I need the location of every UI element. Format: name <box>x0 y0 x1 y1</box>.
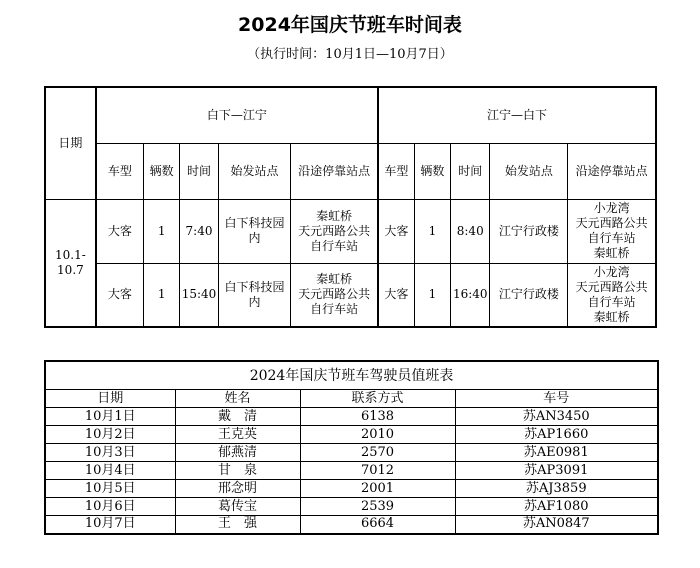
schedule-row <box>45 199 656 263</box>
vehicle-count: 1 <box>414 263 450 327</box>
col-header: 车型 <box>96 143 144 199</box>
plate-number: 苏AN3450 <box>455 408 658 426</box>
stops-list <box>568 199 656 263</box>
driver-name: 王 强 <box>175 516 300 534</box>
duty-date: 10月4日 <box>45 462 175 480</box>
vehicle-count: 1 <box>144 199 180 263</box>
driver-name: 戴 清 <box>175 408 300 426</box>
table-row <box>45 516 658 534</box>
col-header: 时间 <box>451 143 490 199</box>
col-header: 始发站点 <box>490 143 568 199</box>
duty-table-title: 2024年国庆节班车驾驶员值班表 <box>45 361 658 390</box>
table-row <box>45 426 658 444</box>
stop-item: 秦虹桥 <box>316 208 353 223</box>
plate-number: 苏AN0847 <box>455 516 658 534</box>
col-header: 姓名 <box>175 390 300 408</box>
duty-date: 10月6日 <box>45 498 175 516</box>
plate-number: 苏AP1660 <box>455 426 658 444</box>
driver-name: 葛传宝 <box>175 498 300 516</box>
vehicle-type: 大客 <box>96 263 144 327</box>
plate-number: 苏AJ3859 <box>455 480 658 498</box>
contact-number: 2010 <box>300 426 455 444</box>
table-row <box>45 498 658 516</box>
schedule-row <box>45 263 656 327</box>
contact-number: 2001 <box>300 480 455 498</box>
contact-number: 7012 <box>300 462 455 480</box>
origin-stop: 白下科技园内 <box>218 263 291 327</box>
plate-number: 苏AP3091 <box>455 462 658 480</box>
bus-schedule-table <box>44 86 657 328</box>
stops-list <box>568 263 656 327</box>
depart-time: 7:40 <box>180 199 218 263</box>
plate-number: 苏AF1080 <box>455 498 658 516</box>
table-row <box>45 408 658 426</box>
schedule-column-headers <box>45 143 656 199</box>
route-return-header: 江宁—白下 <box>378 87 656 143</box>
col-header: 车号 <box>455 390 658 408</box>
contact-number: 2570 <box>300 444 455 462</box>
stop-item: 小龙湾 <box>593 264 630 279</box>
col-header: 辆数 <box>414 143 450 199</box>
driver-duty-table <box>44 360 659 535</box>
col-header: 沿途停靠站点 <box>568 143 656 199</box>
origin-stop: 江宁行政楼 <box>490 263 568 327</box>
stop-item: 自行车站 <box>587 294 636 309</box>
stop-item: 自行车站 <box>310 238 359 253</box>
page-subtitle: （执行时间：10月1日—10月7日） <box>247 47 453 62</box>
depart-time: 16:40 <box>451 263 490 327</box>
depart-time: 8:40 <box>451 199 490 263</box>
table-row <box>45 444 658 462</box>
stop-item: 秦虹桥 <box>593 246 630 260</box>
route-outbound-header: 白下—江宁 <box>96 87 378 143</box>
stop-item: 自行车站 <box>587 231 636 245</box>
stop-item: 天元西路公共 <box>575 279 648 294</box>
origin-stop: 江宁行政楼 <box>490 199 568 263</box>
depart-time: 15:40 <box>180 263 218 327</box>
col-header: 车型 <box>378 143 414 199</box>
vehicle-count: 1 <box>414 199 450 263</box>
driver-name: 甘 泉 <box>175 462 300 480</box>
duty-date: 10月2日 <box>45 426 175 444</box>
contact-number: 6664 <box>300 516 455 534</box>
stops-list <box>291 199 378 263</box>
col-header: 时间 <box>180 143 218 199</box>
col-header: 始发站点 <box>218 143 291 199</box>
duty-header-row <box>45 390 658 408</box>
duty-date: 10月7日 <box>45 516 175 534</box>
vehicle-count: 1 <box>144 263 180 327</box>
stop-item: 自行车站 <box>310 302 359 317</box>
col-header: 日期 <box>45 390 175 408</box>
stop-item: 秦虹桥 <box>593 309 630 324</box>
contact-number: 6138 <box>300 408 455 426</box>
col-header: 沿途停靠站点 <box>291 143 378 199</box>
duty-date: 10月1日 <box>45 408 175 426</box>
table-row <box>45 462 658 480</box>
col-header: 辆数 <box>144 143 180 199</box>
driver-name: 王克英 <box>175 426 300 444</box>
date-header: 日期 <box>45 87 96 199</box>
vehicle-type: 大客 <box>378 199 414 263</box>
vehicle-type: 大客 <box>378 263 414 327</box>
stop-item: 小龙湾 <box>593 201 630 215</box>
stop-item: 秦虹桥 <box>316 272 353 287</box>
table-row <box>45 480 658 498</box>
duty-date: 10月5日 <box>45 480 175 498</box>
stop-item: 天元西路公共 <box>298 223 371 238</box>
origin-stop: 白下科技园内 <box>218 199 291 263</box>
driver-name: 邢念明 <box>175 480 300 498</box>
duty-date: 10月3日 <box>45 444 175 462</box>
stop-item: 天元西路公共 <box>575 216 648 230</box>
stops-list <box>291 263 378 327</box>
plate-number: 苏AE0981 <box>455 444 658 462</box>
col-header: 联系方式 <box>300 390 455 408</box>
vehicle-type: 大客 <box>96 199 144 263</box>
date-value: 10.1-10.7 <box>45 199 96 327</box>
driver-name: 郁燕清 <box>175 444 300 462</box>
stop-item: 天元西路公共 <box>298 287 371 302</box>
page-title: 2024年国庆节班车时间表 <box>238 14 462 36</box>
contact-number: 2539 <box>300 498 455 516</box>
